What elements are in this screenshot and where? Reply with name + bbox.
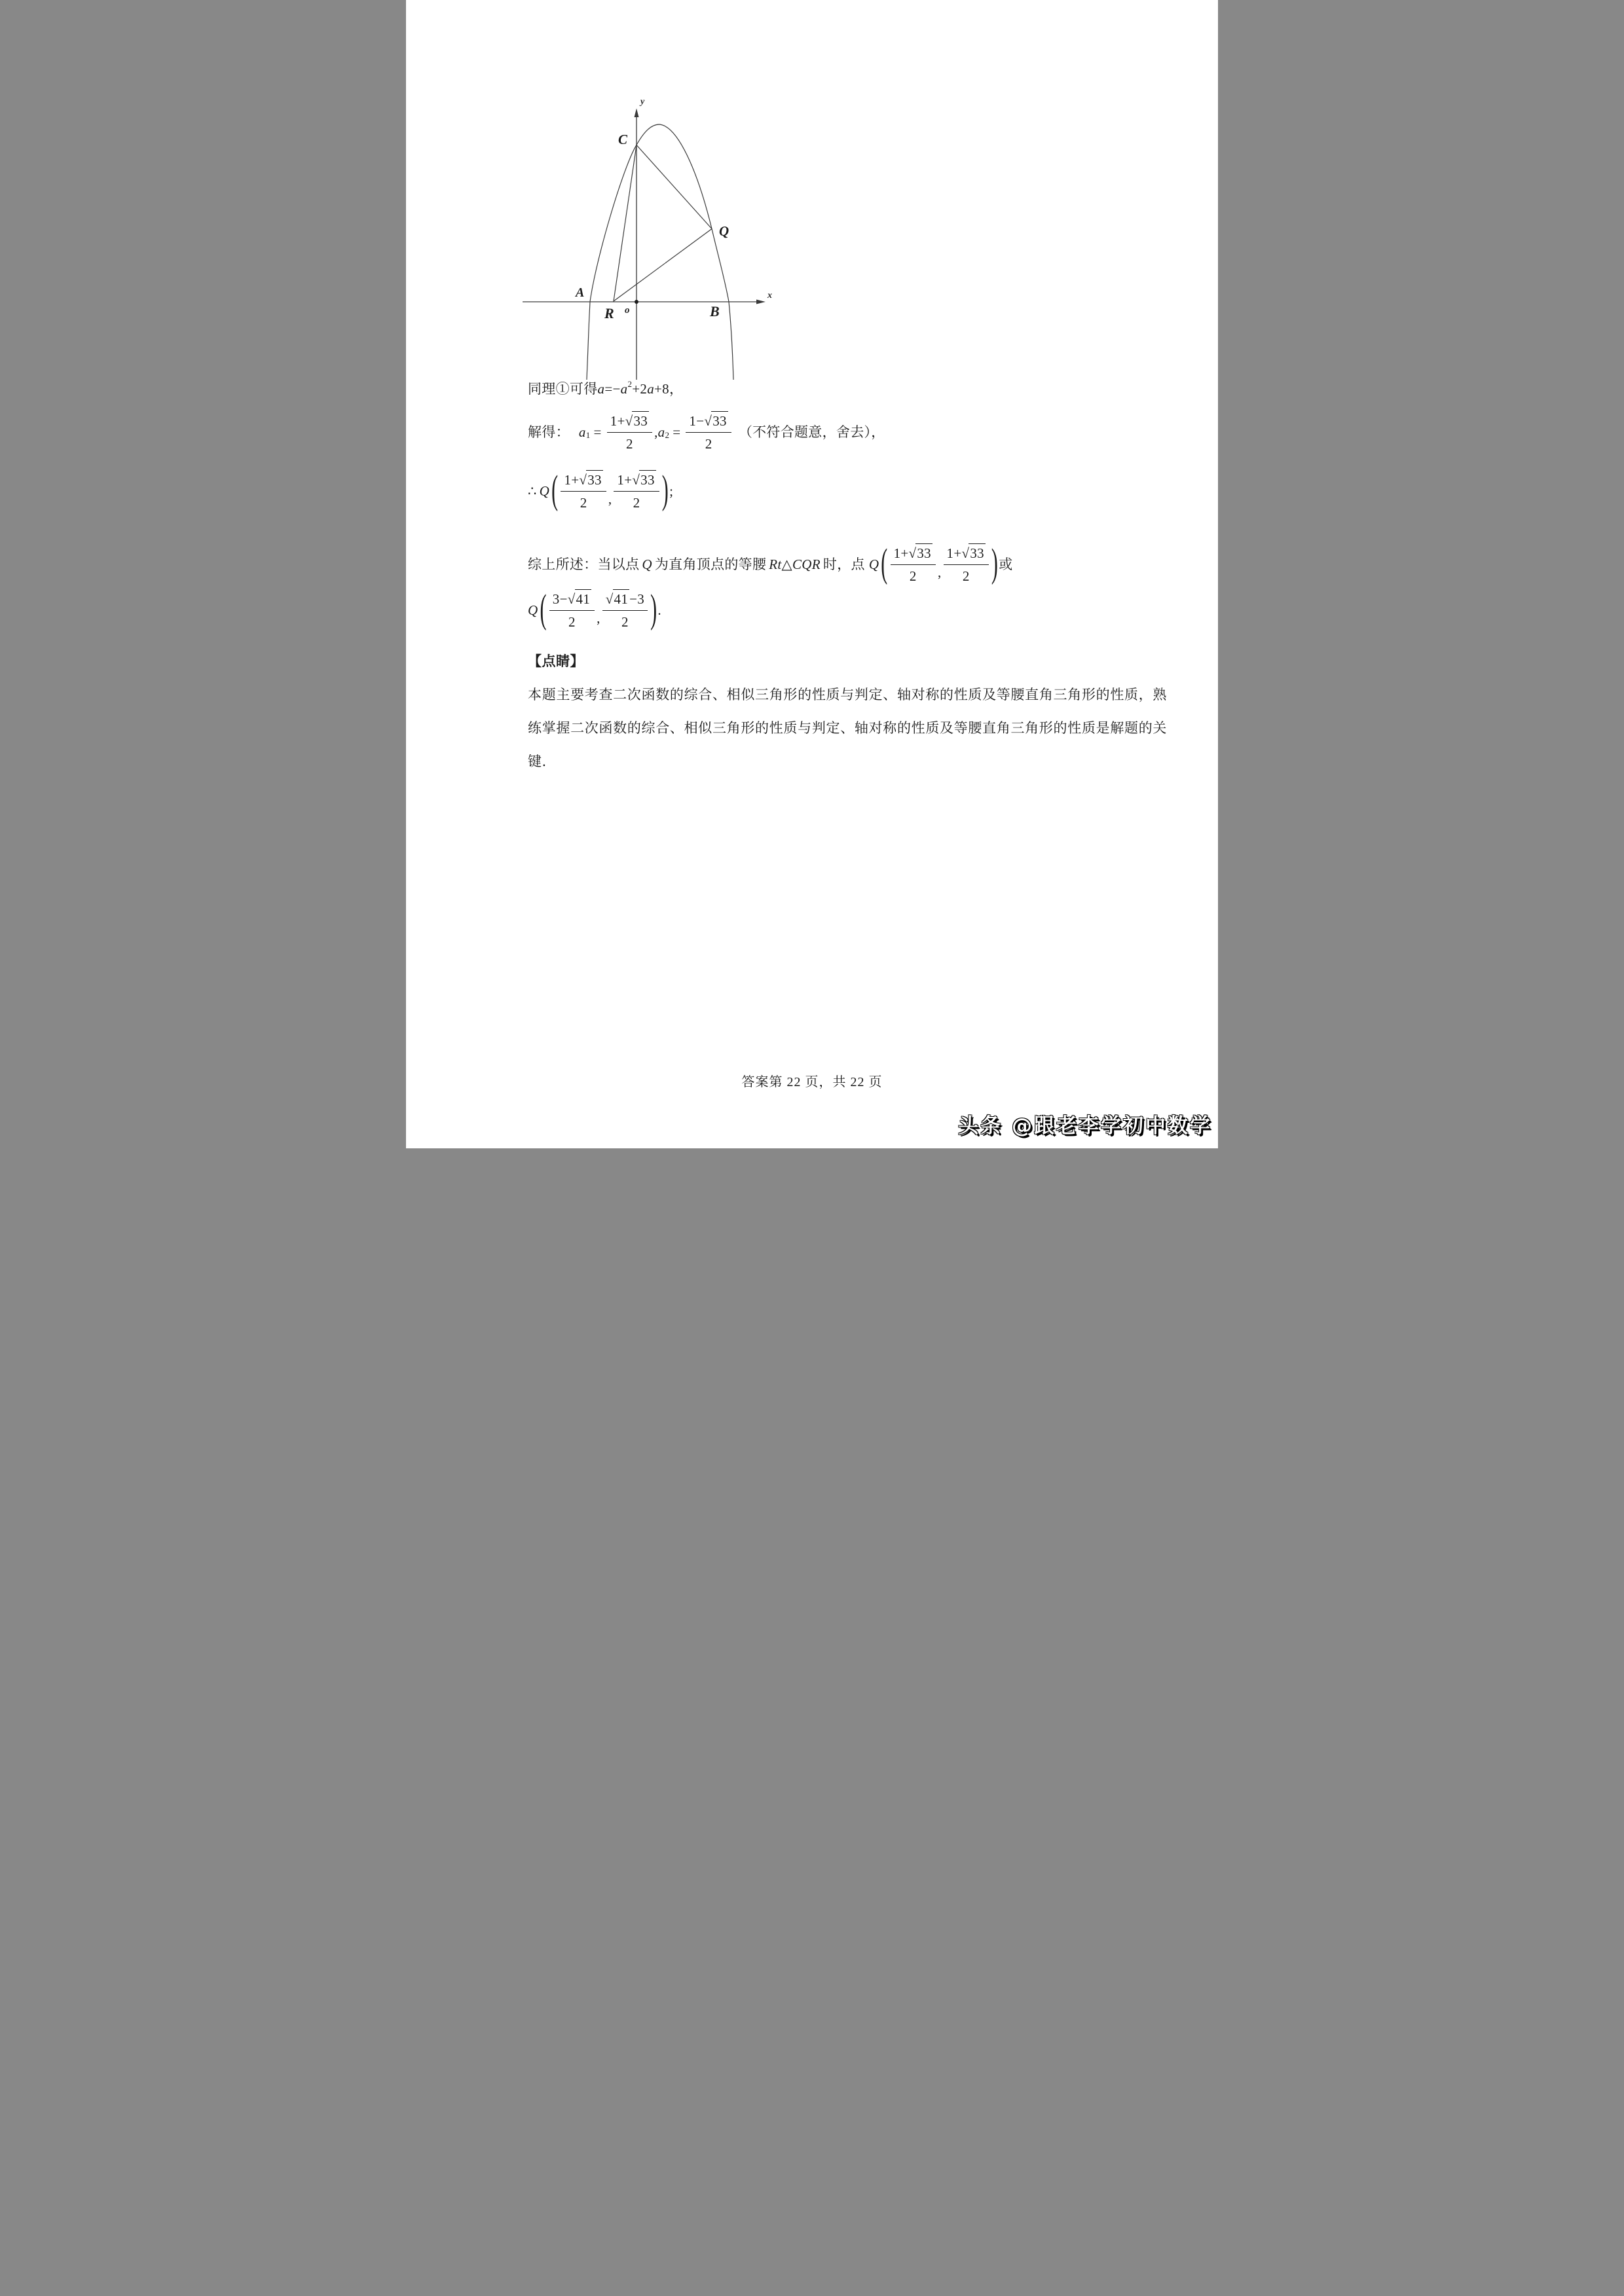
fraction <box>614 470 659 513</box>
sqrt-symbol: √ <box>632 471 640 488</box>
sqrt-symbol: √ <box>579 471 587 488</box>
math-var: Rt <box>769 556 782 572</box>
sqrt-radicand: 33 <box>915 543 932 562</box>
punctuation: ， <box>669 381 684 397</box>
page-footer: 答案第 22 页，共 22 页 <box>741 1075 883 1089</box>
big-left-paren: ( <box>540 587 547 632</box>
therefore-symbol: ∴ <box>528 483 537 499</box>
punctuation: , <box>597 610 600 626</box>
line4-or: 或 <box>999 556 1013 572</box>
sqrt <box>625 411 649 430</box>
sqrt <box>568 589 591 608</box>
solution-line-1: 同理①可得 a = − a $^2$ +2 a +8 ， <box>528 380 683 398</box>
fraction <box>602 589 648 632</box>
line4-shi: 时，点 <box>822 556 865 572</box>
denominator: 2 <box>580 495 587 511</box>
denominator: 2 <box>909 568 917 584</box>
sqrt-symbol: √ <box>908 545 917 561</box>
sqrt-radicand: 33 <box>632 411 649 430</box>
sqrt <box>606 589 629 608</box>
line4-prefix: 综上所述：当以点 <box>528 556 640 572</box>
denominator: 2 <box>962 568 970 584</box>
math-var: Q <box>642 556 652 572</box>
sqrt-symbol: √ <box>567 591 576 607</box>
x-axis-label: x <box>767 291 772 301</box>
math-var: Q <box>528 602 538 618</box>
line4-mid: 为直角顶点的等腰 <box>654 556 767 572</box>
solution-line-3 <box>528 465 673 517</box>
geometry-figure <box>521 92 783 396</box>
line2-prefix: 解得： <box>528 424 570 440</box>
solution-line-2: 解得： a $_1$ = 1+ √ 33 2 , a $_2$ = 1− √ 33 2 （不符合题意，舍去）， <box>528 407 885 457</box>
document-page <box>406 0 1218 1148</box>
fraction <box>549 589 595 632</box>
tip-paragraph: 本题主要考查二次函数的综合、相似三角形的性质与判定、轴对称的性质及等腰直角三角形的性质，熟练掌握二次函数的综合、相似三角形的性质与判定、轴对称的性质及等腰直角三角形的性质是解题的关键． <box>528 687 1167 769</box>
big-right-paren: ) <box>650 587 657 632</box>
tip-header: 【点睛】 <box>528 653 584 669</box>
denominator: 2 <box>633 495 640 511</box>
math-run: = <box>604 381 613 397</box>
punctuation: , <box>608 490 612 507</box>
triangle-symbol: △ <box>781 556 792 572</box>
line1-prefix: 同理①可得 <box>528 381 598 397</box>
big-left-paren: ( <box>881 541 888 586</box>
fraction <box>607 411 652 454</box>
sqrt-radicand: 33 <box>969 543 986 562</box>
numerator-pre: 1+ <box>946 545 962 561</box>
math-var: a <box>578 424 586 440</box>
origin-dot <box>635 300 638 304</box>
denominator: 2 <box>621 614 629 630</box>
watermark: 头条 @跟老李学初中数学 <box>958 1114 1212 1138</box>
numerator-post: −3 <box>629 591 645 607</box>
big-left-paren: ( <box>551 467 559 513</box>
fraction <box>686 411 731 454</box>
denominator: 2 <box>705 436 712 452</box>
solution-line-4 <box>528 538 1013 591</box>
point-label-q: Q <box>719 223 729 239</box>
solution-line-5 <box>528 584 661 636</box>
sqrt-symbol: √ <box>961 545 970 561</box>
numerator-pre: 1+ <box>617 471 633 488</box>
sqrt-symbol: √ <box>625 412 633 429</box>
math-run: − <box>612 381 621 397</box>
math-run: = <box>673 424 681 440</box>
math-run: = <box>593 424 602 440</box>
numerator-pre: 1− <box>689 412 705 429</box>
math-var: a <box>657 424 665 440</box>
sqrt-radicand: 33 <box>586 470 603 489</box>
math-run: +2 <box>632 381 648 397</box>
origin-label: o <box>625 305 630 316</box>
parabola-curve <box>587 124 733 380</box>
denominator: 2 <box>625 436 633 452</box>
sqrt-symbol: √ <box>704 412 712 429</box>
fraction <box>561 470 606 513</box>
y-axis-label: y <box>640 97 645 107</box>
sqrt <box>909 543 932 562</box>
point-label-r: R <box>604 305 614 321</box>
numerator-pre: 1+ <box>610 412 625 429</box>
numerator-pre: 3− <box>552 591 568 607</box>
math-var: CQR <box>792 556 821 572</box>
math-run: +8 <box>654 381 669 397</box>
sqrt <box>579 470 602 489</box>
y-axis-arrow <box>635 109 639 118</box>
math-var: Q <box>539 483 550 499</box>
punctuation: , <box>937 564 942 580</box>
triangle-cqr <box>614 145 712 302</box>
numerator-pre: 1+ <box>564 471 580 488</box>
sqrt <box>704 411 728 430</box>
point-label-a: A <box>576 285 585 300</box>
big-right-paren: ) <box>991 541 999 586</box>
sqrt <box>961 543 985 562</box>
sqrt <box>632 470 655 489</box>
sqrt-radicand: 41 <box>613 589 630 608</box>
numerator-pre: 1+ <box>893 545 909 561</box>
punctuation: . <box>657 602 661 618</box>
x-axis-arrow <box>756 300 766 304</box>
sqrt-symbol: √ <box>605 591 614 607</box>
denominator: 2 <box>568 614 576 630</box>
sqrt-radicand: 41 <box>575 589 592 608</box>
sqrt-radicand: 33 <box>711 411 728 430</box>
fraction <box>944 543 989 586</box>
sqrt-radicand: 33 <box>639 470 656 489</box>
punctuation: ; <box>669 483 674 499</box>
math-var: a <box>647 381 655 397</box>
line2-note: （不符合题意，舍去）， <box>738 424 885 440</box>
point-label-b: B <box>710 303 720 319</box>
punctuation: , <box>654 424 658 440</box>
math-var: a <box>597 381 605 397</box>
figure-canvas <box>521 92 783 396</box>
math-var: Q <box>868 556 879 572</box>
big-right-paren: ) <box>661 467 669 513</box>
fraction <box>891 543 936 586</box>
point-label-c: C <box>618 132 628 147</box>
math-var: a <box>620 381 628 397</box>
